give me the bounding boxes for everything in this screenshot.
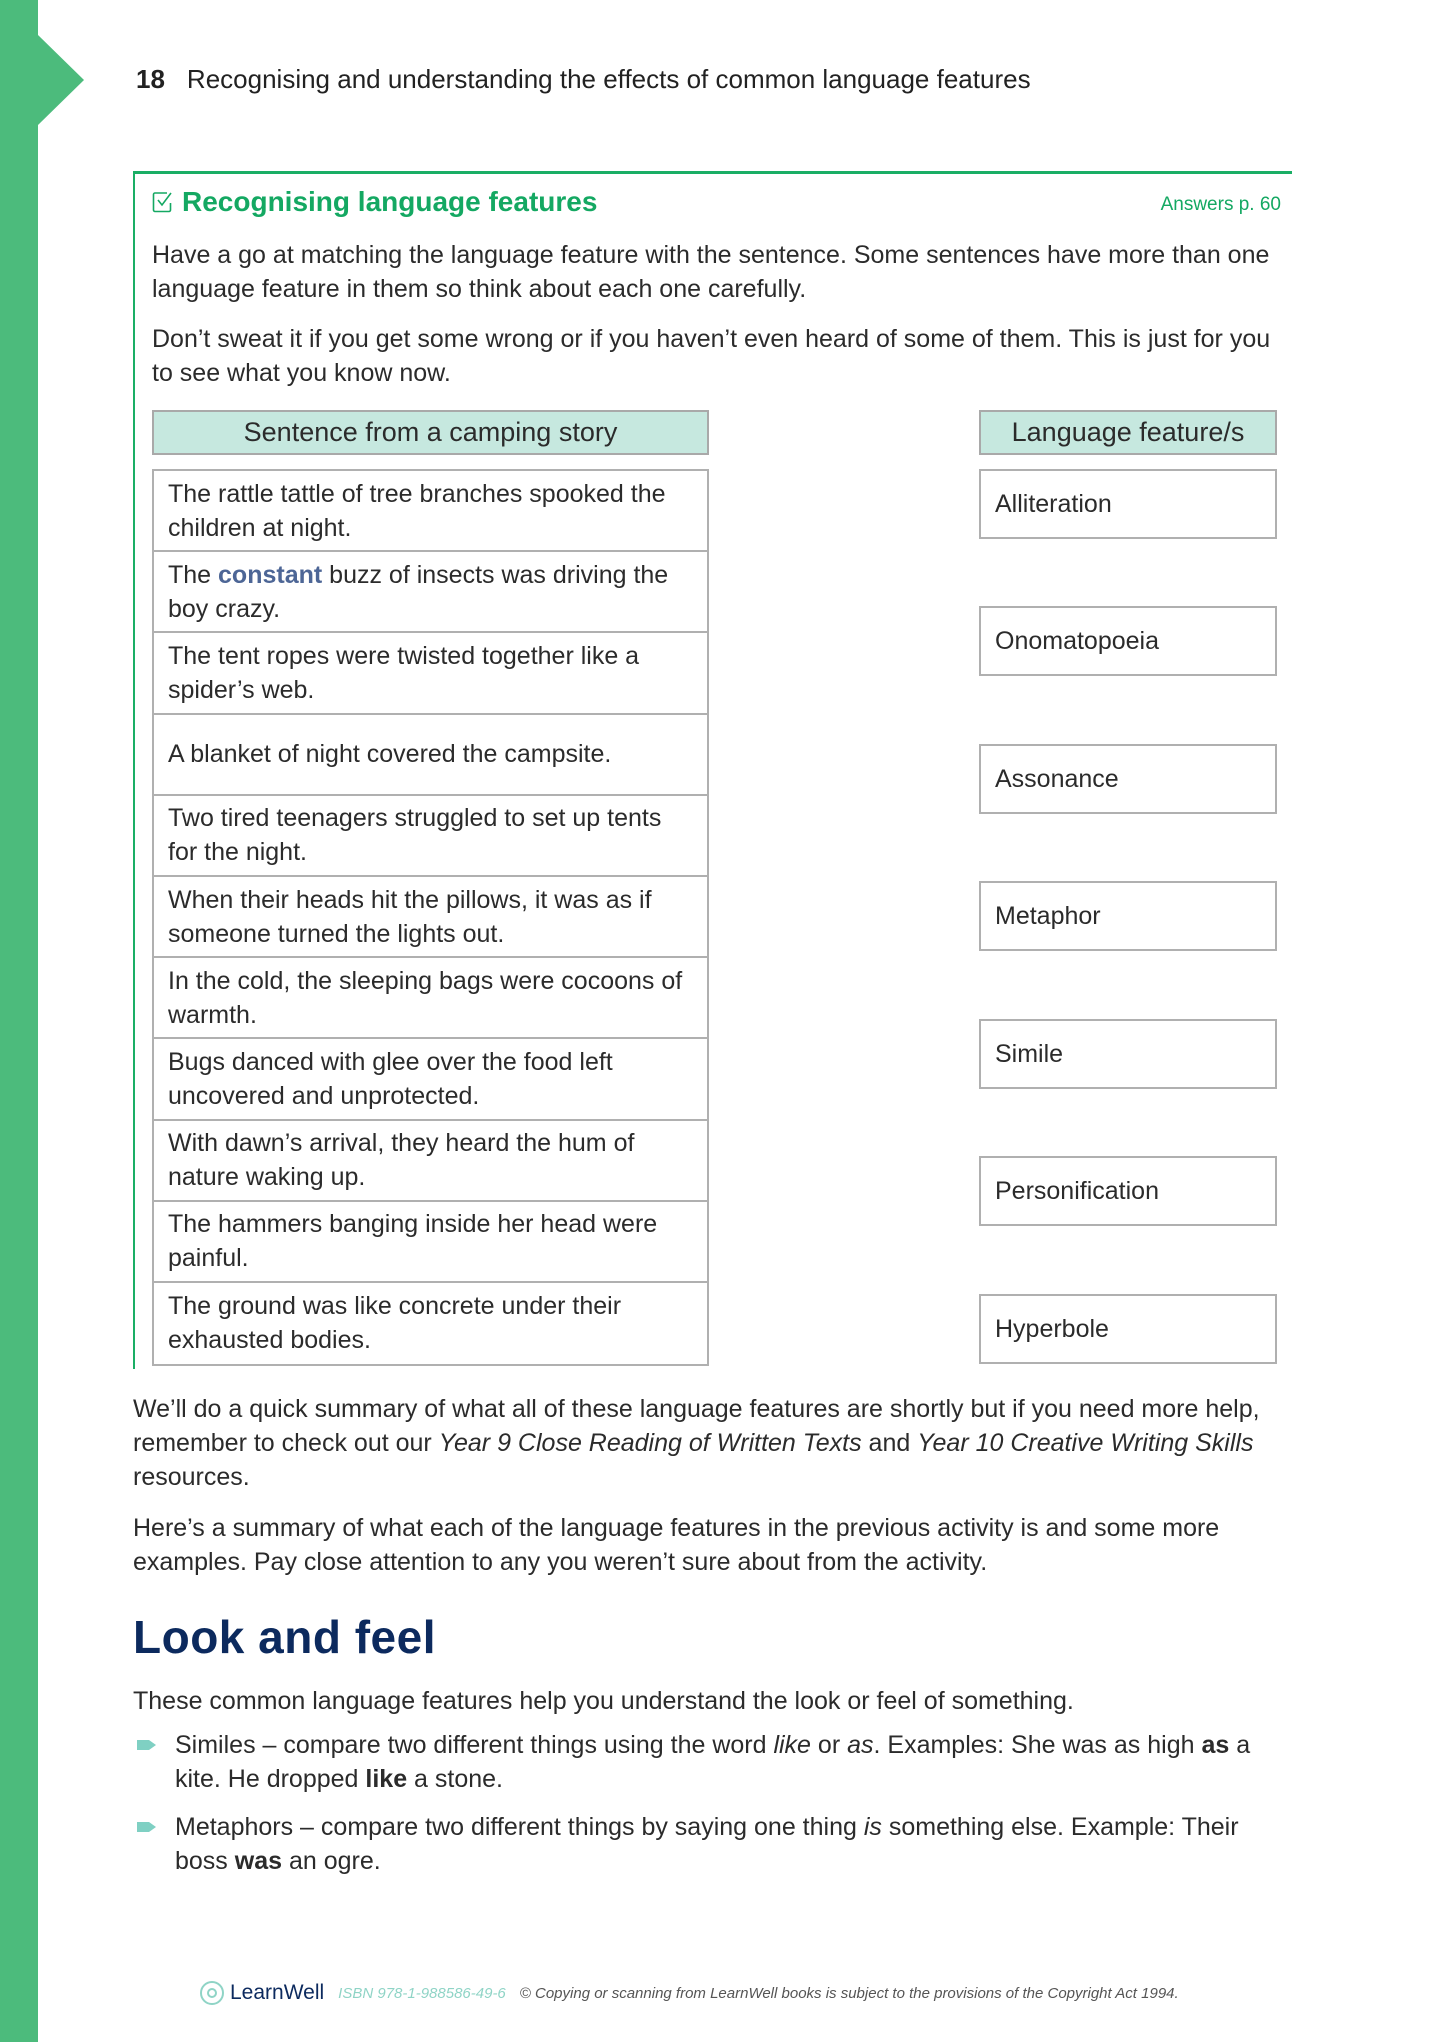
text: Two tired teenagers struggled to set up tents for the night. [168,804,662,867]
sentence-text [168,801,693,869]
activity-title-text: Recognising language features [182,186,598,217]
sentence-text [168,558,693,626]
feature-box-simile[interactable]: Simile [979,1019,1277,1089]
running-head [136,64,1031,95]
sentence-text [168,883,693,951]
text: The hammers banging inside her head were painful. [168,1210,658,1273]
sentence-row [154,796,707,877]
sentence-text [168,477,693,545]
chapter-title: Recognising and understanding the effects of common language features [186,64,1031,94]
arrow-bullet-icon [137,1740,149,1750]
text: In the cold, the sleeping bags were cocoons of warmth. [168,966,683,1029]
copyright-notice: © Copying or scanning from LearnWell books is subject to the provisions of the Copyright Act 1994. [519,1984,1179,2002]
sentence-text [168,737,611,771]
section-intro: These common language features help you understand the look or feel of something. [133,1687,1074,1715]
text: A blanket of night covered the campsite. [168,740,612,769]
page-number: 18 [136,64,165,94]
checkbox-icon [152,191,174,213]
text: and [861,1429,918,1457]
sentence-text [168,1289,693,1357]
resource-title: Year 9 Close Reading of Written Texts [438,1429,862,1457]
text: something else. Example: Their boss [175,1813,1239,1875]
sentence-row [154,715,707,796]
answers-reference: Answers p. 60 [1160,194,1281,215]
text: as [847,1731,874,1759]
bullet-item-simile [133,1728,1263,1796]
text: a kite. He dropped [175,1731,1251,1793]
text: like [365,1765,408,1793]
instructions-paragraph: Have a go at matching the language feature with the sentence. Some sentences have more than one language feature in them so think about each one carefully. [152,241,1270,303]
text: buzz of insects was driving the boy crazy. [168,560,669,623]
bullet-item-metaphor [133,1810,1263,1878]
text: We’ll do a quick summary of what all of these language features are shortly but if you need more help, remember to check out our [133,1395,1260,1457]
feature-box-personification[interactable]: Personification [979,1156,1277,1226]
sentence-row [154,1283,707,1364]
sentence-row [154,471,707,552]
feature-box-alliteration[interactable]: Alliteration [979,469,1277,539]
sentence-text [168,1045,693,1113]
text: or [810,1731,848,1759]
brand-logo [200,1981,324,2005]
resource-title: Year 10 Creative Writing Skills [917,1429,1254,1457]
feature-bullet-list [133,1728,1263,1892]
summary-paragraph: Here’s a summary of what each of the language features in the previous activity is and some more examples. Pay close attention to any you weren’t sure about from the activity. [133,1514,1220,1576]
text: When their heads hit the pillows, it was as if someone turned the lights out. [168,885,652,948]
activity-title [152,186,597,218]
text: With dawn’s arrival, they heard the hum of nature waking up. [168,1129,635,1192]
feature-box-onomatopoeia[interactable]: Onomatopoeia [979,606,1277,676]
arrow-bullet-icon [137,1822,149,1832]
text: Bugs danced with glee over the food left uncovered and unprotected. [168,1047,613,1110]
text: was [234,1847,283,1875]
text: . Examples: She was as high [873,1731,1202,1759]
spiral-logo-icon [200,1981,224,2005]
highlighted-word: constant [218,560,323,589]
text: an ogre. [282,1847,381,1875]
sentence-row [154,958,707,1039]
text: The [168,560,219,589]
text: like [773,1731,811,1759]
feature-box-hyperbole[interactable]: Hyperbole [979,1294,1277,1364]
text: is [863,1813,882,1841]
feature-column-header: Language feature/s [979,410,1277,455]
feature-box-assonance[interactable]: Assonance [979,744,1277,814]
text: resources. [133,1463,250,1491]
sentence-row [154,877,707,958]
sentence-column-header: Sentence from a camping story [152,410,709,455]
brand-name: LearnWell [230,1981,325,2004]
sentence-text [168,1126,693,1194]
isbn: ISBN 978-1-988586-49-6 [338,1984,506,2002]
instructions-paragraph: Don’t sweat it if you get some wrong or if you haven’t even heard of some of them. This is just for you to see what you know now. [152,325,1271,387]
sentence-text [168,639,693,707]
text: The tent ropes were twisted together like a spider’s web. [168,641,640,704]
text: as [1201,1731,1230,1759]
page-tab-marker [38,35,84,125]
sentence-row [154,1039,707,1120]
sentence-row [154,552,707,633]
text: Similes – compare two different things using the word [175,1731,774,1759]
footer [200,1981,1179,2005]
sentence-row [154,1202,707,1283]
sentence-table [152,469,709,1366]
sentence-row [154,633,707,714]
summary-paragraph [133,1392,1263,1494]
text: Metaphors – compare two different things by saying one thing [175,1813,864,1841]
page-edge-bar [0,0,38,2042]
text: The ground was like concrete under their exhausted bodies. [168,1292,622,1355]
section-heading: Look and feel [133,1611,436,1663]
sentence-text [168,964,693,1032]
sentence-row [154,1121,707,1202]
feature-box-metaphor[interactable]: Metaphor [979,881,1277,951]
text: a stone. [407,1765,504,1793]
sentence-text [168,1207,693,1275]
text: The rattle tattle of tree branches spooked the children at night. [168,479,666,542]
